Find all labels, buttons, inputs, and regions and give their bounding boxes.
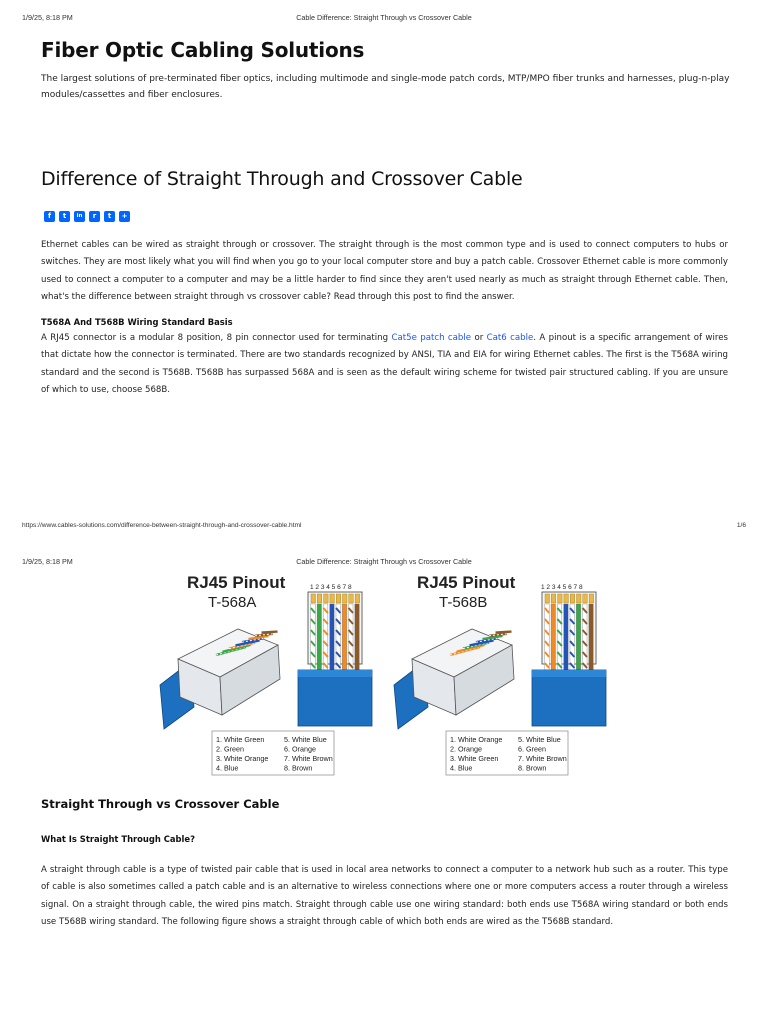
wiring-standard-heading: T568A And T568B Wiring Standard Basis [41, 317, 233, 327]
text-span: . A pinout is a specific arrangement of wires that dictate how the connector is terminated. There are two standards recognized by ANSI, TIA and EIA for wiring Ethernet cables. The first is the T568A wiring standard and the second is T568B. T568B has surpassed 568A and is seen as the default wiring scheme for twisted pair structured cabling. If you are unsure of which to use, choose 568B. [41, 333, 728, 396]
print-date: 1/9/25, 8:18 PM [22, 13, 73, 22]
pinout-b-wire [576, 604, 580, 670]
pinout-b-pin-contact [583, 594, 588, 603]
print-title: Cable Difference: Straight Through vs Crossover Cable [296, 557, 472, 566]
rj45-pinout-figure [150, 567, 620, 782]
twitter-icon[interactable]: t [59, 211, 70, 222]
site-title[interactable]: Fiber Optic Cabling Solutions [41, 38, 365, 62]
sub-heading: What Is Straight Through Cable? [41, 834, 195, 844]
print-footer [0, 522, 768, 536]
pinout-a-title: RJ45 Pinout [187, 573, 286, 592]
pinout-panel-t568a [160, 573, 372, 775]
wiring-standard-paragraph [41, 330, 728, 400]
pinout-b-legend-item: 7. White Brown [518, 754, 567, 763]
share-plus-icon[interactable]: + [119, 211, 130, 222]
pinout-a-wire [349, 604, 353, 670]
pinout-a-wire [323, 604, 327, 670]
pinout-a-legend-item: 8. Brown [284, 763, 313, 773]
pinout-a-wire [330, 604, 334, 670]
pinout-a-legend-item: 4. Blue [216, 763, 239, 773]
pinout-b-legend-item: 5. White Blue [518, 735, 561, 744]
pinout-b-legend-item: 3. White Green [450, 754, 499, 763]
print-url: https://www.cables-solutions.com/difference-between-straight-through-and-crossover-cable.html [22, 522, 302, 529]
pinout-b-wire [570, 604, 574, 670]
pinout-b-pin-contact [551, 594, 556, 603]
pinout-a-pin-contact [311, 594, 316, 603]
pinout-a-jacket-edge [298, 670, 372, 677]
pinout-b-title: RJ45 Pinout [417, 573, 516, 592]
pinout-a-legend-item: 5. White Blue [284, 735, 327, 744]
pinout-a-plug-body [308, 592, 362, 664]
pinout-b-pin-contact [564, 594, 569, 603]
print-title: Cable Difference: Straight Through vs Crossover Cable [296, 13, 472, 22]
print-header [0, 13, 768, 27]
pinout-b-wire [589, 604, 593, 670]
pinout-a-pin-contact [324, 594, 329, 603]
reddit-icon[interactable]: r [89, 211, 100, 222]
pinout-b-pin-numbers: 1 2 3 4 5 6 7 8 [541, 584, 583, 591]
pinout-b-wire [564, 604, 568, 670]
cat6-cable-link[interactable]: Cat6 cable [486, 333, 534, 343]
pinout-a-legend-item: 1. White Green [216, 735, 265, 744]
pinout-a-wire [342, 604, 346, 670]
pinout-a-wire [355, 604, 359, 670]
site-description: The largest solutions of pre-terminated fiber optics, including multimode and single-mode patch cords, MTP/MPO fiber trunks and harnesses, plug-n-play modules/cassettes and fiber enclosures. [41, 74, 730, 100]
pinout-a-legend-item: 7. White Brown [284, 754, 333, 763]
pinout-b-pin-contact [577, 594, 582, 603]
pinout-b-legend-item: 2. Orange [450, 744, 482, 754]
linkedin-icon[interactable]: in [74, 211, 85, 222]
pinout-b-angled-wire [496, 632, 512, 633]
pinout-a-pin-contact [317, 594, 322, 603]
tumblr-icon[interactable]: t [104, 211, 115, 222]
print-page-number: 1/6 [736, 522, 746, 529]
pinout-panel-t568b [394, 573, 606, 775]
pinout-a-pin-contact [355, 594, 360, 603]
pinout-a-pin-contact [343, 594, 348, 603]
pinout-b-pin-contact [545, 594, 550, 603]
pinout-a-pin-contact [336, 594, 341, 603]
share-buttons [44, 211, 130, 223]
pinout-b-cable-jacket [532, 670, 606, 726]
pinout-a-wire [311, 604, 315, 670]
pinout-b-wire [551, 604, 555, 670]
pinout-a-pin-numbers: 1 2 3 4 5 6 7 8 [310, 584, 352, 591]
pinout-a-subtitle: T-568A [208, 594, 257, 611]
pinout-b-legend-item: 8. Brown [518, 763, 547, 773]
pinout-b-plug-body [542, 592, 596, 664]
pinout-a-wire [336, 604, 340, 670]
pinout-a-legend-item: 6. Orange [284, 744, 316, 754]
pinout-b-legend-item: 4. Blue [450, 763, 473, 773]
facebook-icon[interactable]: f [44, 211, 55, 222]
pinout-a-legend-item: 3. White Orange [216, 754, 269, 763]
section-heading: Straight Through vs Crossover Cable [41, 797, 280, 811]
pinout-b-pin-contact [589, 594, 594, 603]
article-title: Difference of Straight Through and Crossover Cable [41, 168, 523, 190]
cat5e-patch-cable-link[interactable]: Cat5e patch cable [391, 333, 472, 343]
pinout-a-cable-jacket [298, 670, 372, 726]
pinout-a-legend-item: 2. Green [216, 744, 244, 754]
pinout-b-pin-contact [570, 594, 575, 603]
pinout-b-wire [583, 604, 587, 670]
pinout-b-wire [557, 604, 561, 670]
pinout-b-pin-contact [558, 594, 563, 603]
text-span: or [471, 333, 487, 343]
print-date: 1/9/25, 8:18 PM [22, 557, 73, 566]
straight-through-paragraph: A straight through cable is a type of twisted pair cable that is used in local area networks to connect a computer to a network hub such as a router. This type of cable is also sometimes called a patch cable and is an alternative to wireless connections where one or more computers access a router through a wireless signal. On a straight through cable, the wired pins match. Straight through cable use one wiring standard: both ends use T568A wiring standard or both ends use T568B wiring standard. The following figure shows a straight through cable of which both ends are wired as the T568B standard. [41, 865, 728, 928]
text-span: A RJ45 connector is a modular 8 position, 8 pin connector used for terminating [41, 333, 392, 343]
pinout-b-jacket-edge [532, 670, 606, 677]
intro-paragraph: Ethernet cables can be wired as straight through or crossover. The straight through is the most common type and is used to connect computers to hubs or switches. They are most likely what you will find when you go to your local computer store and buy a patch cable. Crossover Ethernet cable is more commonly used to connect a computer to a computer and may be a little harder to find since they aren't used nearly as much as straight through Ethernet cable. Then, what's the difference between straight through vs crossover cable? Read through this post to find the answer. [41, 240, 728, 303]
pinout-a-wire [317, 604, 321, 670]
pinout-a-pin-contact [349, 594, 354, 603]
pinout-b-legend-item: 1. White Orange [450, 735, 503, 744]
pinout-a-pin-contact [330, 594, 335, 603]
pinout-b-wire [545, 604, 549, 670]
pinout-b-legend-item: 6. Green [518, 744, 546, 754]
pinout-b-subtitle: T-568B [439, 594, 488, 611]
pinout-a-angled-wire [262, 632, 278, 633]
